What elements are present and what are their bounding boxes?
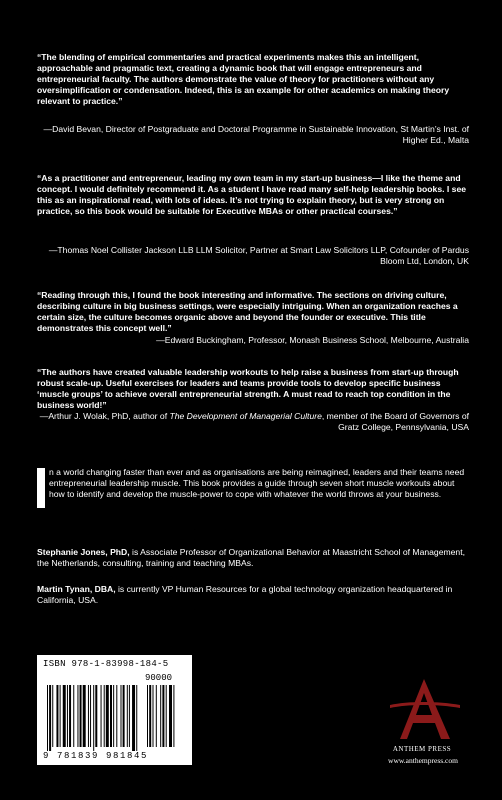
barcode-bar [104, 685, 105, 747]
author-bio-text: is Associate Professor of Organizational Behavior at Maastricht School of Management, the Netherlands, consulting, training and teaching MBAs. [37, 547, 465, 568]
barcode-addon-bar [169, 685, 172, 747]
endorsement-2-quote: “As a practitioner and entrepreneur, leading my own team in my start-up business—I like the theme and concept. I would definitely recommend it. As a student I have read many self-help leadership books. I see this as an inspirational read, with lots of ideas. It’s not trying to explain theory, but is very strong on practice, so this book would be suitable for Executive MBAs or other practical courses.” [37, 173, 467, 216]
barcode-bar [73, 685, 74, 747]
barcode-bar [77, 685, 78, 747]
barcode-bars [37, 655, 192, 765]
barcode-bar [83, 685, 86, 747]
publisher-url: www.anthempress.com [388, 756, 458, 765]
barcode-bar [52, 685, 53, 747]
barcode-bar [121, 685, 122, 747]
barcode-bar [110, 685, 112, 747]
attribution-suffix: , member of the Board of Governors of Gratz College, Pennsylvania, USA [321, 411, 469, 432]
book-title: The Development of Managerial Culture [169, 411, 322, 421]
endorsement-3-attribution: —Edward Buckingham, Professor, Monash Business School, Melbourne, Australia [156, 335, 469, 345]
drop-cap-i [37, 468, 45, 508]
author-bio-1 [37, 547, 469, 569]
barcode-bar [56, 685, 58, 747]
barcode-bar [47, 685, 48, 751]
barcode-bar [90, 685, 91, 747]
endorsement-4-attribution [37, 411, 469, 433]
barcode-digits: 9 781839 981845 [43, 751, 149, 761]
barcode-addon-bar [147, 685, 148, 747]
author-name: Stephanie Jones, PhD, [37, 547, 130, 557]
endorsement-3-quote: “Reading through this, I found the book interesting and informative. The sections on driving culture, describing culture in big business settings, were especially intriguing. When an organization reaches a certain size, the culture becomes organic above and beyond the founder or executive. This title demonstrates this concept well.” [37, 290, 458, 333]
barcode-bar [116, 685, 117, 747]
barcode-addon-bar [156, 685, 157, 747]
price-code: 90000 [145, 673, 173, 683]
author-bio-text: is currently VP Human Resources for a global technology organization headquartered in California, USA. [37, 584, 453, 605]
barcode-bar [136, 685, 137, 751]
endorsement-4-quote: “The authors have created valuable leadership workouts to help raise a business from start-up through robust scale-up. Useful exercises for leaders and teams provide tools to develop specific business ‘muscle groups’ to achieve overall entrepreneurial strength. A must read to reach top condition in the business world!” [37, 367, 459, 410]
barcode-addon-bar [173, 685, 174, 747]
barcode-bar [106, 685, 109, 747]
description-text: n a world changing faster than ever and as organisations are being reimagined, leaders and their teams need entrepreneurial leadership muscle. This book provides a guide through seven short muscle workouts about how to identify and develop the muscle-power to cope with whatever the world throws at your business. [49, 467, 465, 500]
barcode-addon-bar [160, 685, 161, 747]
endorsement-2-attribution: —Thomas Noel Collister Jackson LLB LLM Solicitor, Partner at Smart Law Solicitors LLP, Cofounder of Pardus Bloom Ltd, London, UK [48, 245, 469, 266]
isbn-label: ISBN 978-1-83998-184-5 [43, 659, 169, 669]
barcode-bar [101, 685, 102, 747]
isbn-barcode [37, 655, 192, 765]
endorsement-1-quote: “The blending of empirical commentaries and practical experiments makes this an intelligent, approachable and pragmatic text, creating a dynamic book that will engage entrepreneurs and entrepreneurial faculty. The authors demonstrate the value of theory for practitioners without any oversimplification or condensation. Indeed, this is an example for other academics on making theory relevant to practice.” [37, 52, 450, 106]
logo-letter-a [400, 679, 450, 739]
barcode-bar [127, 685, 128, 747]
barcode-addon-bar [162, 685, 164, 747]
barcode-bar [129, 685, 130, 747]
barcode-addon-bar [149, 685, 151, 747]
barcode-bar [132, 685, 135, 751]
barcode-bar [49, 685, 51, 751]
book-description [37, 467, 469, 508]
barcode-bar [60, 685, 61, 747]
barcode-bar [123, 685, 125, 747]
barcode-bar [93, 685, 94, 751]
barcode-bar [88, 685, 89, 747]
endorsement-1-attribution: —David Bevan, Director of Postgraduate and Doctoral Programme in Sustainable Innovation, St Martin’s Inst. of Higher Ed., Malta [43, 124, 469, 145]
barcode-bar [67, 685, 68, 747]
barcode-bar [69, 685, 71, 747]
attribution-prefix: —Arthur J. Wolak, PhD, author of [39, 411, 170, 421]
author-bio-2 [37, 584, 469, 606]
publisher-name: ANTHEM PRESS [392, 745, 452, 753]
author-name: Martin Tynan, DBA, [37, 584, 116, 594]
barcode-bar [80, 685, 82, 747]
barcode-bar [95, 685, 97, 747]
logo-swoosh [390, 702, 460, 708]
barcode-bar [113, 685, 114, 747]
barcode-addon-bar [153, 685, 154, 747]
barcode-bar [63, 685, 66, 747]
barcode-addon-bar [166, 685, 167, 747]
anthem-press-logo [380, 675, 470, 745]
